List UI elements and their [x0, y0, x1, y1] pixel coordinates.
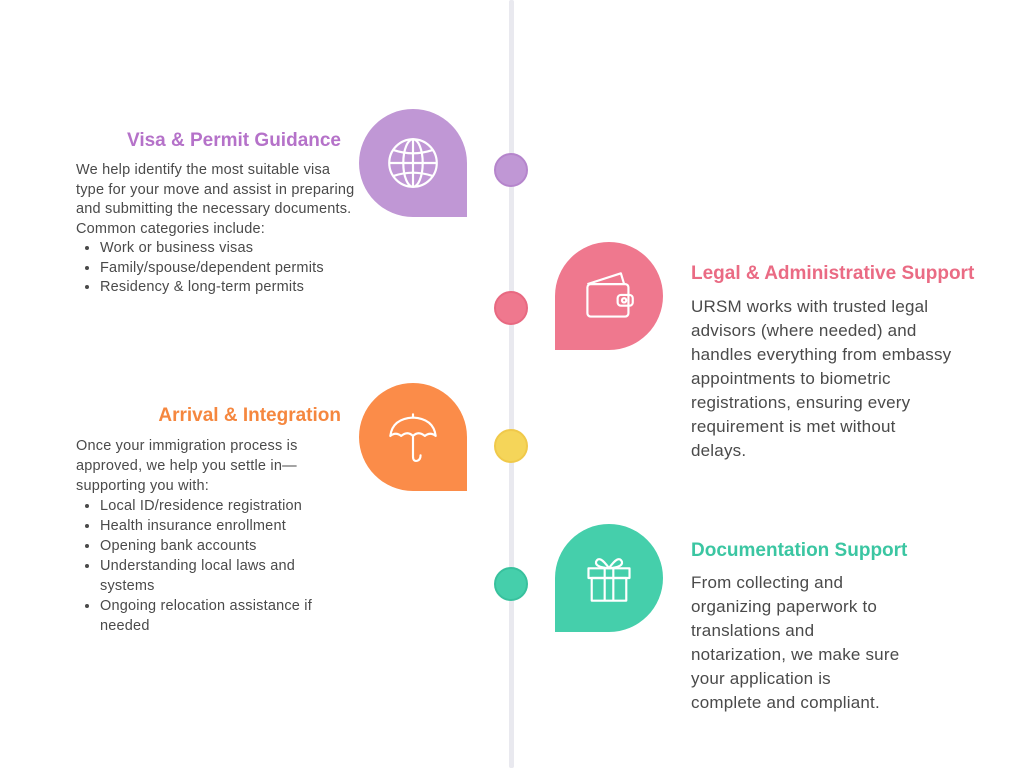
legal-title: Legal & Administrative Support — [691, 263, 975, 284]
arrival-title: Arrival & Integration — [158, 405, 341, 426]
arrival-pin — [359, 383, 467, 491]
timeline-dot-arrival — [494, 429, 528, 463]
list-item: • Residency & long-term permits — [100, 278, 361, 298]
timeline-dot-legal — [494, 291, 528, 325]
globe-icon — [386, 136, 440, 190]
list-item: • Understanding local laws and systems — [100, 556, 331, 596]
visa-description — [76, 161, 361, 298]
list-item: • Work or business visas — [100, 239, 361, 259]
gift-icon — [582, 551, 636, 605]
visa-title: Visa & Permit Guidance — [126, 130, 341, 151]
timeline-dot-docs — [494, 567, 528, 601]
docs-pin — [555, 524, 663, 632]
wallet-icon — [582, 269, 636, 323]
docs-description: From collecting and organizing paperwork to translations and notarization, we make sure your application is complete and compliant. — [691, 573, 900, 712]
legal-pin — [555, 242, 663, 350]
arrival-intro: Once your immigration process is approved, we help you settle in—supporting you with: — [76, 438, 298, 494]
list-item: • Local ID/residence registration — [100, 496, 331, 516]
timeline-spine — [509, 0, 514, 768]
list-item: • Opening bank accounts — [100, 536, 331, 556]
legal-description: URSM works with trusted legal advisors (where needed) and handles everything from embassy appointments to biometric registrations, ensuring every requirement is met without delays. — [691, 297, 952, 460]
timeline-dot-visa — [494, 153, 528, 187]
visa-intro: We help identify the most suitable visa type for your move and assist in preparing and submitting the necessary documents. Common categories include: — [76, 162, 355, 237]
visa-pin — [359, 109, 467, 217]
umbrella-icon — [386, 410, 440, 464]
list-item: • Health insurance enrollment — [100, 516, 331, 536]
docs-title: Documentation Support — [691, 540, 908, 561]
visa-list — [76, 239, 361, 298]
list-item: • Family/spouse/dependent permits — [100, 259, 361, 279]
list-item: • Ongoing relocation assistance if needed — [100, 596, 331, 636]
arrival-description — [76, 436, 331, 636]
arrival-list — [76, 496, 331, 636]
